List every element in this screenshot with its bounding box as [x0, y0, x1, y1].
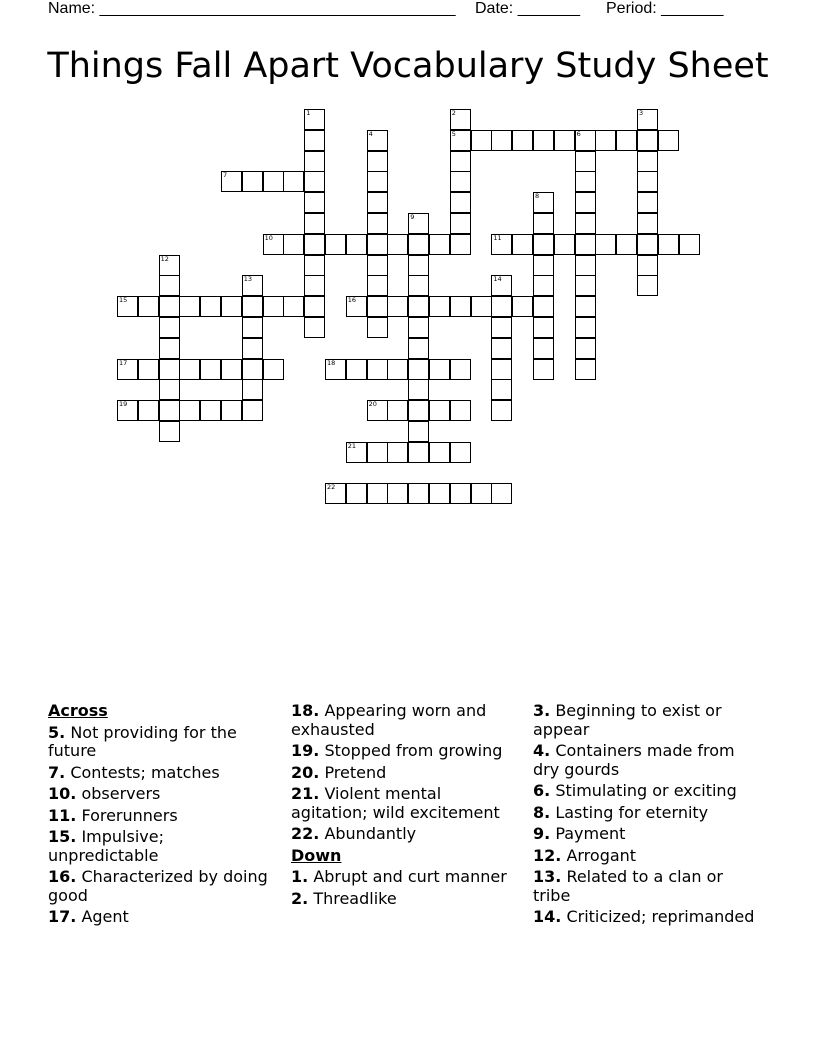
crossword-cell[interactable]: [637, 213, 658, 234]
crossword-cell[interactable]: [429, 442, 450, 463]
clue-number: 10.: [48, 784, 77, 803]
clue-text: Containers made from dry gourds: [533, 741, 735, 779]
crossword-cell[interactable]: [408, 483, 429, 504]
clue-number-label: 9: [410, 213, 415, 221]
crossword-cell[interactable]: [575, 338, 596, 359]
crossword-cell[interactable]: [367, 275, 388, 296]
crossword-cell[interactable]: [575, 255, 596, 276]
crossword-cell[interactable]: [242, 296, 263, 317]
crossword-cell[interactable]: [242, 379, 263, 400]
crossword-cell[interactable]: [491, 483, 512, 504]
crossword-cell[interactable]: [554, 130, 575, 151]
crossword-cell[interactable]: [429, 296, 450, 317]
clue-item: [48, 908, 273, 927]
clue-number: 1.: [291, 867, 309, 886]
clue-number: 4.: [533, 741, 551, 760]
crossword-cell[interactable]: [346, 483, 367, 504]
crossword-cell[interactable]: [575, 234, 596, 255]
crossword-cell[interactable]: [304, 213, 325, 234]
clue-number: 22.: [291, 824, 320, 843]
clue-number-label: 10: [264, 233, 273, 242]
clue-text: Abrupt and curt manner: [313, 867, 507, 886]
crossword-cell[interactable]: [159, 421, 180, 442]
crossword-cell[interactable]: [450, 171, 471, 192]
crossword-cell[interactable]: [595, 234, 616, 255]
crossword-cell[interactable]: [658, 130, 679, 151]
crossword-cell[interactable]: [637, 234, 658, 255]
crossword-cell[interactable]: [221, 296, 242, 317]
crossword-cell[interactable]: [263, 171, 284, 192]
crossword-cell[interactable]: [575, 151, 596, 172]
clue-number-label: 22: [327, 483, 336, 492]
clue-text: Characterized by doing good: [48, 867, 268, 905]
clue-number-label: 18: [327, 358, 336, 367]
crossword-cell[interactable]: [491, 359, 512, 380]
crossword-cell[interactable]: [159, 359, 180, 380]
clue-text: Contests; matches: [70, 762, 220, 782]
crossword-cell[interactable]: [387, 359, 408, 380]
crossword-cell[interactable]: [575, 192, 596, 213]
clue-text: Stopped from growing: [324, 741, 503, 760]
crossword-cell[interactable]: [471, 296, 492, 317]
crossword-cell[interactable]: [159, 338, 180, 359]
clue-item: [48, 828, 273, 865]
clue-number-label: 19: [119, 400, 128, 409]
crossword-cell[interactable]: [387, 483, 408, 504]
crossword-cell[interactable]: [679, 234, 700, 255]
crossword-cell[interactable]: [304, 275, 325, 296]
crossword-cell[interactable]: [491, 296, 512, 317]
clue-number: 19.: [291, 741, 320, 760]
crossword-cell[interactable]: [450, 234, 471, 255]
crossword-cell[interactable]: [575, 171, 596, 192]
crossword-cell[interactable]: [367, 317, 388, 338]
crossword-cell[interactable]: [242, 359, 263, 380]
clue-text: Beginning to exist or appear: [533, 701, 722, 739]
clue-item: [533, 782, 758, 801]
date-field[interactable]: Date: _______: [475, 0, 580, 17]
crossword-cell[interactable]: [408, 442, 429, 463]
crossword-cell[interactable]: [637, 130, 658, 151]
crossword-cell[interactable]: [575, 275, 596, 296]
crossword-cell[interactable]: [179, 359, 200, 380]
crossword-cell[interactable]: [387, 442, 408, 463]
clue-number: 21.: [291, 784, 320, 803]
crossword-cell[interactable]: [533, 317, 554, 338]
crossword-cell[interactable]: [575, 213, 596, 234]
clue-item: [291, 764, 519, 783]
crossword-cell[interactable]: [408, 338, 429, 359]
clue-column-3: [533, 702, 758, 930]
clue-item: [291, 890, 519, 909]
crossword-cell[interactable]: [283, 234, 304, 255]
crossword-cell[interactable]: [450, 213, 471, 234]
crossword-cell[interactable]: [179, 296, 200, 317]
clue-text: Violent mental agitation; wild excitement: [291, 784, 500, 822]
crossword-cell[interactable]: [304, 171, 325, 192]
clue-number: 6.: [533, 781, 551, 800]
crossword-cell[interactable]: [575, 317, 596, 338]
crossword-cell[interactable]: [637, 171, 658, 192]
crossword-cell[interactable]: [533, 275, 554, 296]
crossword-cell[interactable]: [408, 359, 429, 380]
crossword-cell[interactable]: [429, 359, 450, 380]
clue-number-label: 4: [368, 129, 373, 138]
clue-number-label: 17: [119, 358, 128, 367]
crossword-cell[interactable]: [325, 234, 346, 255]
crossword-cell[interactable]: [159, 296, 180, 317]
crossword-cell[interactable]: [138, 359, 159, 380]
crossword-cell[interactable]: [138, 296, 159, 317]
clue-number: 5.: [48, 722, 66, 742]
clue-text: Impulsive; unpredictable: [48, 827, 164, 865]
crossword-cell[interactable]: [159, 317, 180, 338]
clue-item: [291, 742, 519, 761]
clue-number-label: 3: [639, 109, 644, 117]
clue-text: Stimulating or exciting: [555, 781, 737, 800]
clue-text: Forerunners: [81, 805, 178, 825]
crossword-cell[interactable]: [637, 275, 658, 296]
clue-number-label: 5: [451, 129, 456, 138]
crossword-cell[interactable]: [491, 338, 512, 359]
clue-number: 11.: [48, 805, 77, 825]
crossword-cell[interactable]: [471, 130, 492, 151]
name-field[interactable]: Name: ________________________________________: [48, 0, 456, 17]
crossword-cell[interactable]: [159, 400, 180, 421]
crossword-cell[interactable]: [450, 442, 471, 463]
crossword-cell[interactable]: [263, 359, 284, 380]
clue-text: Abundantly: [324, 824, 417, 843]
crossword-cell[interactable]: [408, 379, 429, 400]
crossword-cell[interactable]: [387, 400, 408, 421]
clue-item: [533, 868, 758, 905]
crossword-cell[interactable]: [533, 130, 554, 151]
clue-column-1: [48, 702, 273, 930]
crossword-cell[interactable]: [304, 192, 325, 213]
clue-number: 17.: [48, 907, 77, 926]
clue-number: 14.: [533, 907, 562, 926]
crossword-cell[interactable]: [304, 296, 325, 317]
clue-item: [291, 868, 519, 887]
clue-item: [533, 742, 758, 779]
crossword-cell[interactable]: [387, 296, 408, 317]
crossword-cell[interactable]: [429, 483, 450, 504]
clue-number-label: 2: [451, 109, 456, 117]
clue-item: [48, 807, 273, 826]
crossword-cell[interactable]: [367, 296, 388, 317]
crossword-cell[interactable]: [367, 255, 388, 276]
crossword-cell[interactable]: [450, 296, 471, 317]
clue-item: [291, 825, 519, 844]
clue-text: Lasting for eternity: [555, 802, 709, 822]
clue-item: [533, 908, 758, 927]
crossword-cell[interactable]: [637, 192, 658, 213]
clue-text: Threadlike: [313, 888, 397, 908]
crossword-cell[interactable]: [533, 338, 554, 359]
crossword-cell[interactable]: [367, 359, 388, 380]
clue-number-label: 16: [347, 296, 357, 305]
crossword-cell[interactable]: [346, 234, 367, 255]
clue-item: [533, 804, 758, 823]
crossword-cell[interactable]: [283, 171, 304, 192]
crossword-cell[interactable]: [179, 400, 200, 421]
crossword-cell[interactable]: [658, 234, 679, 255]
crossword-cell[interactable]: [367, 234, 388, 255]
clue-number-label: 1: [306, 109, 311, 117]
crossword-cell[interactable]: [367, 483, 388, 504]
crossword-cell[interactable]: [533, 255, 554, 276]
clue-item: [48, 764, 273, 783]
crossword-cell[interactable]: [138, 400, 159, 421]
crossword-cell[interactable]: [408, 255, 429, 276]
clue-number-label: 8: [535, 192, 540, 201]
crossword-cell[interactable]: [533, 234, 554, 255]
clue-text: Pretend: [324, 762, 387, 782]
clue-item: [533, 825, 758, 844]
crossword-cell[interactable]: [429, 400, 450, 421]
crossword-cell[interactable]: [159, 379, 180, 400]
crossword-cell[interactable]: [491, 400, 512, 421]
clue-item: [291, 702, 519, 739]
clue-item: [291, 785, 519, 822]
crossword-cell[interactable]: [367, 213, 388, 234]
clue-number: 7.: [48, 762, 66, 782]
crossword-cell[interactable]: [367, 171, 388, 192]
crossword-cell[interactable]: [304, 255, 325, 276]
clue-section-heading: Down: [291, 845, 342, 865]
crossword-cell[interactable]: [304, 317, 325, 338]
crossword-cell[interactable]: [512, 130, 533, 151]
crossword-cell[interactable]: [450, 192, 471, 213]
crossword-cell[interactable]: [616, 130, 637, 151]
clue-number-label: 6: [576, 129, 581, 138]
clue-number: 15.: [48, 827, 77, 846]
crossword-cell[interactable]: [575, 359, 596, 380]
clue-text: Agent: [81, 907, 129, 926]
clue-item: [533, 847, 758, 866]
clue-item: [533, 702, 758, 739]
crossword-cell[interactable]: [221, 359, 242, 380]
crossword-cell[interactable]: [491, 317, 512, 338]
crossword-cell[interactable]: [304, 234, 325, 255]
crossword-cell[interactable]: [367, 151, 388, 172]
crossword-cell[interactable]: [408, 296, 429, 317]
crossword-cell[interactable]: [554, 234, 575, 255]
crossword-cell[interactable]: [242, 317, 263, 338]
crossword-cell[interactable]: [512, 296, 533, 317]
crossword-cell[interactable]: [408, 317, 429, 338]
crossword-cell[interactable]: [367, 442, 388, 463]
crossword-cell[interactable]: [533, 296, 554, 317]
crossword-cell[interactable]: [304, 151, 325, 172]
period-field[interactable]: Period: _______: [606, 0, 724, 17]
clue-number-label: 7: [223, 171, 228, 180]
crossword-cell[interactable]: [304, 130, 325, 151]
crossword-cell[interactable]: [512, 234, 533, 255]
clue-number-label: 12: [160, 254, 169, 263]
clue-text: Appearing worn and exhausted: [291, 701, 487, 739]
crossword-cell[interactable]: [491, 379, 512, 400]
clue-text: observers: [81, 784, 161, 803]
crossword-cell[interactable]: [221, 400, 242, 421]
clue-item: [48, 785, 273, 804]
crossword-cell[interactable]: [387, 234, 408, 255]
clue-number: 9.: [533, 824, 551, 843]
clue-text: Related to a clan or tribe: [533, 867, 723, 905]
clue-number: 16.: [48, 867, 77, 886]
clue-section-heading: Across: [48, 701, 108, 720]
crossword-cell[interactable]: [283, 296, 304, 317]
crossword-cell[interactable]: [346, 359, 367, 380]
crossword-cell[interactable]: [450, 483, 471, 504]
crossword-cell[interactable]: [159, 275, 180, 296]
clue-number: 20.: [291, 762, 320, 782]
crossword-cell[interactable]: [429, 234, 450, 255]
crossword-cell[interactable]: [575, 296, 596, 317]
clue-text: Payment: [555, 824, 626, 843]
crossword-cell[interactable]: [471, 483, 492, 504]
crossword-cell[interactable]: [491, 130, 512, 151]
clue-item: [48, 868, 273, 905]
crossword-cell[interactable]: [637, 151, 658, 172]
crossword-cell[interactable]: [200, 400, 221, 421]
clue-number-label: 15: [119, 296, 128, 305]
clue-number: 2.: [291, 888, 309, 908]
crossword-cell[interactable]: [408, 400, 429, 421]
clue-column-2: [291, 702, 519, 911]
clue-item: [48, 724, 273, 761]
clue-number: 8.: [533, 802, 551, 822]
crossword-cell[interactable]: [242, 171, 263, 192]
crossword-cell[interactable]: [533, 213, 554, 234]
clue-number-label: 21: [347, 441, 357, 450]
page-title: Things Fall Apart Vocabulary Study Sheet: [47, 46, 769, 86]
clue-number-label: 20: [368, 400, 377, 409]
crossword-cell[interactable]: [595, 130, 616, 151]
crossword-cell[interactable]: [200, 296, 221, 317]
crossword-cell[interactable]: [616, 234, 637, 255]
crossword-cell[interactable]: [450, 151, 471, 172]
crossword-cell[interactable]: [408, 234, 429, 255]
clue-text: Criticized; reprimanded: [566, 907, 755, 926]
crossword-cell[interactable]: [408, 421, 429, 442]
crossword-cell[interactable]: [200, 359, 221, 380]
crossword-cell[interactable]: [408, 275, 429, 296]
clue-text: Not providing for the future: [48, 722, 237, 760]
clue-number: 18.: [291, 701, 320, 720]
clue-text: Arrogant: [566, 845, 637, 865]
clue-number: 3.: [533, 701, 551, 720]
crossword-cell[interactable]: [450, 400, 471, 421]
crossword-cell[interactable]: [263, 296, 284, 317]
crossword-cell[interactable]: [637, 255, 658, 276]
crossword-cell[interactable]: [242, 338, 263, 359]
clue-number: 12.: [533, 845, 562, 865]
clue-number-label: 13: [243, 275, 253, 284]
crossword-cell[interactable]: [242, 400, 263, 421]
crossword-cell[interactable]: [450, 359, 471, 380]
crossword-cell[interactable]: [367, 192, 388, 213]
clue-number: 13.: [533, 867, 562, 886]
crossword-cell[interactable]: [533, 359, 554, 380]
clue-number-label: 11: [493, 233, 502, 242]
clue-number-label: 14: [493, 275, 502, 284]
